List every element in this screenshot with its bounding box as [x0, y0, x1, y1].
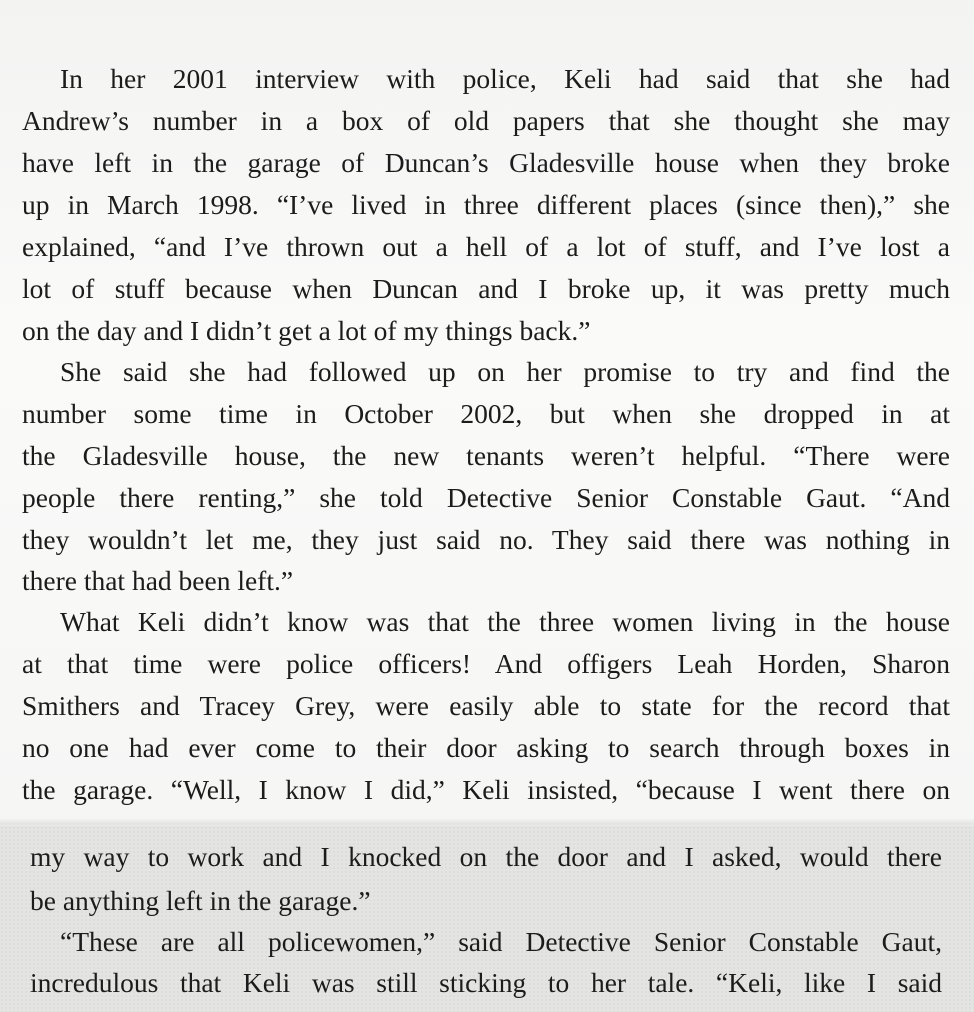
text-line: Smithers and Tracey Grey, were easily able to state for the record that — [22, 690, 950, 721]
text-line: no one had ever come to their door asking to search through boxes in — [22, 732, 950, 763]
text-line: Andrew’s number in a box of old papers that she thought she may — [22, 105, 950, 136]
text-line: at that time were police officers! And offigers Leah Horden, Sharon — [22, 648, 950, 679]
text-line: In her 2001 interview with police, Keli had said that she had — [60, 63, 950, 94]
lower-page-scan — [0, 826, 974, 1012]
text-line: “These are all policewomen,” said Detective Senior Constable Gaut, — [60, 926, 942, 957]
text-line: have left in the garage of Duncan’s Gladesville house when they broke — [22, 147, 950, 178]
text-line: people there renting,” she told Detective Senior Constable Gaut. “And — [22, 482, 950, 513]
text-line: What Keli didn’t know was that the three women living in the house — [60, 606, 950, 637]
text-line: be anything left in the garage.” — [30, 885, 371, 916]
text-line: incredulous that Keli was still sticking to her tale. “Keli, like I said — [30, 967, 942, 998]
text-line: lot of stuff because when Duncan and I broke up, it was pretty much — [22, 273, 950, 304]
text-line: up in March 1998. “I’ve lived in three different places (since then),” she — [22, 189, 950, 220]
text-line: on the day and I didn’t get a lot of my things back.” — [22, 315, 591, 346]
text-line: explained, “and I’ve thrown out a hell of a lot of stuff, and I’ve lost a — [22, 231, 950, 262]
text-line: number some time in October 2002, but when she dropped in at — [22, 398, 950, 429]
text-line: they wouldn’t let me, they just said no. They said there was nothing in — [22, 524, 950, 555]
text-line: She said she had followed up on her promise to try and find the — [60, 356, 950, 387]
text-line: the garage. “Well, I know I did,” Keli insisted, “because I went there on — [22, 774, 950, 805]
text-line: the Gladesville house, the new tenants weren’t helpful. “There were — [22, 440, 950, 471]
text-line: my way to work and I knocked on the door and I asked, would there — [30, 841, 942, 872]
text-line: there that had been left.” — [22, 565, 294, 596]
